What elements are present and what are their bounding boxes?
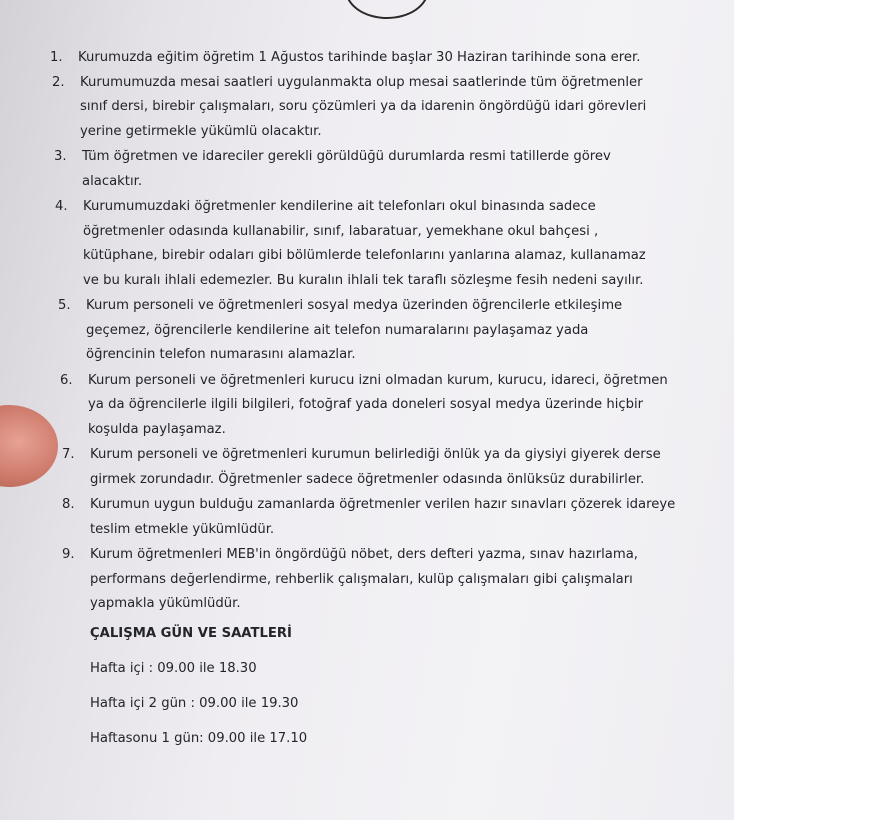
- rule-line: ya da öğrencilerle ilgili bilgileri, fotoğraf yada doneleri sosyal medya üzerinde hiçbir: [88, 397, 644, 412]
- weekend-hours: Haftasonu 1 gün: 09.00 ile 17.10: [90, 731, 308, 746]
- rule-line: Kurum öğretmenleri MEB'in öngördüğü nöbet, ders defteri yazma, sınav hazırlama,: [90, 547, 638, 562]
- rule-item: [58, 294, 730, 368]
- rule-number: 3.: [54, 149, 67, 164]
- rule-line: Kurumumuzdaki öğretmenler kendilerine ait telefonları okul binasında sadece: [83, 199, 596, 214]
- rule-line: yapmakla yükümlüdür.: [90, 596, 241, 611]
- rule-number: 4.: [55, 199, 68, 214]
- rule-number: 8.: [62, 497, 75, 512]
- rule-line: kütüphane, birebir odaları gibi bölümlerde telefonlarını yanlarına alamaz, kullanamaz: [83, 248, 646, 263]
- rule-item: [50, 46, 730, 71]
- rule-line: Kurum personeli ve öğretmenleri kurumun belirlediği önlük ya da giysiyi giyerek derse: [90, 447, 661, 462]
- rule-line: girmek zorundadır. Öğretmenler sadece öğretmenler odasında önlüksüz durabilirler.: [90, 471, 645, 487]
- rule-number: 1.: [50, 50, 63, 65]
- rule-line: ve bu kuralı ihlali edemezler. Bu kuralın ihlali tek taraflı sözleşme fesih nedeni sayılır.: [83, 272, 644, 288]
- weekdays-hours: Hafta içi : 09.00 ile 18.30: [90, 661, 257, 676]
- rule-number: 2.: [52, 74, 65, 90]
- rule-line: Kurumuzda eğitim öğretim 1 Ağustos tarihinde başlar 30 Haziran tarihinde sona erer.: [78, 50, 641, 65]
- working-hours: [90, 622, 307, 762]
- rule-line: Tüm öğretmen ve idareciler gerekli görüldüğü durumlarda resmi tatillerde görev: [82, 149, 611, 164]
- rule-item: [62, 543, 730, 617]
- rule-line: koşulda paylaşamaz.: [88, 421, 226, 437]
- rule-line: alacaktır.: [82, 173, 143, 189]
- rule-number: 5.: [58, 298, 71, 313]
- rule-number: 9.: [62, 547, 75, 562]
- working-hours-heading: ÇALIŞMA GÜN VE SAATLERİ: [90, 626, 292, 641]
- rule-item: [60, 369, 730, 443]
- weekdays-2-hours: Hafta içi 2 gün : 09.00 ile 19.30: [90, 696, 299, 711]
- rule-item: [62, 443, 730, 492]
- rule-line: Kurumun uygun bulduğu zamanlarda öğretmenler verilen hazır sınavları çözerek idareye: [90, 497, 676, 512]
- rule-number: 6.: [60, 372, 73, 388]
- rule-item: [62, 493, 730, 542]
- rule-line: öğrencinin telefon numarasını alamazlar.: [86, 347, 356, 362]
- institution-seal-icon: [345, 0, 429, 19]
- rule-line: sınıf dersi, birebir çalışmaları, soru çözümleri ya da idarenin öngördüğü idari görevleri: [80, 99, 647, 114]
- rule-line: Kurum personeli ve öğretmenleri kurucu izni olmadan kurum, kurucu, idareci, öğretmen: [88, 372, 668, 388]
- rule-line: öğretmenler odasında kullanabilir, sınıf, labaratuar, yemekhane okul bahçesi ,: [83, 223, 599, 239]
- rule-number: 7.: [62, 447, 75, 462]
- rule-line: geçemez, öğrencilerle kendilerine ait telefon numaralarını paylaşamaz yada: [86, 322, 589, 338]
- rule-line: performans değerlendirme, rehberlik çalışmaları, kulüp çalışmaları gibi çalışmaları: [90, 571, 633, 587]
- rule-item: [55, 195, 730, 293]
- rule-line: Kurum personeli ve öğretmenleri sosyal medya üzerinden öğrencilerle etkileşime: [86, 298, 623, 313]
- rule-item: [52, 71, 730, 145]
- rule-line: teslim etmekle yükümlüdür.: [90, 521, 275, 537]
- rule-item: [54, 145, 730, 194]
- rules-list: [50, 46, 730, 617]
- rule-line: yerine getirmekle yükümlü olacaktır.: [80, 123, 322, 139]
- rule-line: Kurumumuzda mesai saatleri uygulanmakta olup mesai saatlerinde tüm öğretmenler: [80, 74, 643, 90]
